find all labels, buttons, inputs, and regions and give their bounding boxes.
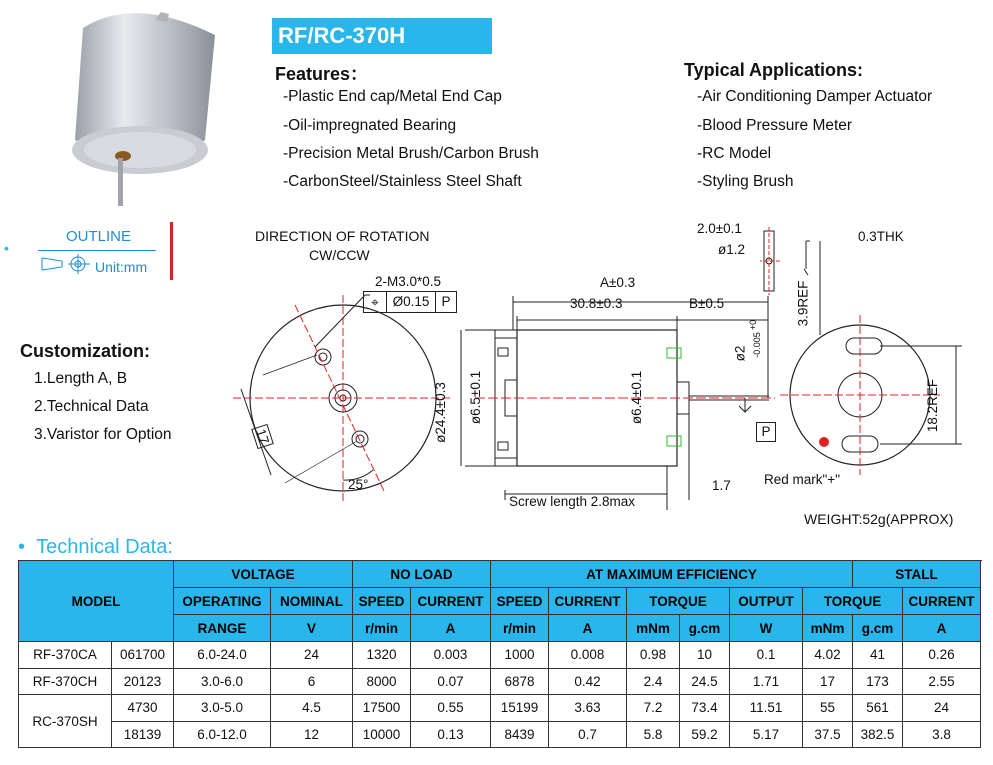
applications-heading: Typical Applications: bbox=[684, 60, 864, 80]
cell-st-mnm: 17 bbox=[803, 668, 853, 695]
customization-heading: Customization: bbox=[20, 341, 150, 361]
outline-legend bbox=[4, 222, 174, 280]
dim-b: B±0.5 bbox=[689, 296, 725, 311]
cell-me-current: 0.42 bbox=[549, 668, 627, 695]
screw-length: Screw length 2.8max bbox=[509, 494, 636, 509]
cell-me-gcm: 73.4 bbox=[680, 695, 730, 722]
divider bbox=[38, 250, 156, 251]
customization-item: 1.Length A, B bbox=[34, 370, 128, 387]
bullet-icon: • bbox=[4, 240, 9, 256]
tolerance-datum: P bbox=[441, 294, 451, 309]
cell-model: RF-370CH bbox=[19, 668, 112, 695]
dim-shaft-tol-lower: -0.005 bbox=[751, 332, 762, 358]
header-nominal: NOMINAL bbox=[271, 588, 353, 615]
dim-17: 17 bbox=[251, 424, 274, 449]
technical-data-table bbox=[18, 560, 981, 748]
dim-1-2: ø1.2 bbox=[718, 242, 746, 257]
weight-label: WEIGHT:52g(APPROX) bbox=[804, 511, 954, 527]
cell-st-gcm: 41 bbox=[853, 642, 903, 669]
angle-25: 25° bbox=[348, 477, 369, 492]
technical-data-heading bbox=[18, 536, 173, 559]
header-current: CURRENT bbox=[549, 588, 627, 615]
header-torque: TORQUE bbox=[627, 588, 730, 615]
tolerance-value: Ø0.15 bbox=[387, 292, 436, 312]
features-heading: Features： bbox=[275, 64, 369, 84]
rotation-direction: CW/CCW bbox=[309, 247, 370, 263]
table-row bbox=[19, 695, 981, 722]
application-item: -Blood Pressure Meter bbox=[697, 117, 853, 134]
cell-range: 3.0-6.0 bbox=[174, 668, 271, 695]
unit-label: Unit:mm bbox=[95, 259, 148, 275]
dim-a: A±0.3 bbox=[600, 275, 636, 290]
dim-shaft-tol-upper: +0 bbox=[748, 319, 759, 331]
red-bar bbox=[170, 222, 173, 280]
cell-st-gcm: 173 bbox=[853, 668, 903, 695]
cell-me-speed: 6878 bbox=[491, 668, 549, 695]
cell-me-output: 0.1 bbox=[730, 642, 803, 669]
customization-item: 3.Varistor for Option bbox=[34, 426, 172, 443]
customization-item: 2.Technical Data bbox=[34, 398, 149, 415]
unit-a: A bbox=[903, 615, 981, 642]
cell-code: 20123 bbox=[112, 668, 174, 695]
dim-1-7: 1.7 bbox=[712, 478, 731, 493]
cell-nl-speed: 8000 bbox=[353, 668, 411, 695]
application-item: -RC Model bbox=[697, 145, 772, 162]
table-row bbox=[19, 668, 981, 695]
cell-me-current: 0.008 bbox=[549, 642, 627, 669]
header-operating: OPERATING bbox=[174, 588, 271, 615]
screw-spec: 2-M3.0*0.5 bbox=[375, 274, 442, 289]
cell-me-mnm: 7.2 bbox=[627, 695, 680, 722]
header-output: OUTPUT bbox=[730, 588, 803, 615]
header-current: CURRENT bbox=[903, 588, 981, 615]
unit-a: A bbox=[411, 615, 491, 642]
cell-me-current: 0.7 bbox=[549, 721, 627, 748]
dim-6-5: ø6.5±0.1 bbox=[468, 370, 484, 425]
cell-code: 061700 bbox=[112, 642, 174, 669]
outline-label: OUTLINE bbox=[66, 228, 132, 245]
unit-a: A bbox=[549, 615, 627, 642]
dim-3-9: 3.9REF bbox=[795, 280, 811, 327]
datum-p: P bbox=[756, 422, 776, 442]
unit-mnm: mNm bbox=[627, 615, 680, 642]
product-title: RF/RC-370H bbox=[272, 18, 492, 54]
cell-st-current: 24 bbox=[903, 695, 981, 722]
feature-item: -Oil-impregnated Bearing bbox=[283, 117, 457, 134]
cell-me-output: 11.51 bbox=[730, 695, 803, 722]
cell-me-gcm: 59.2 bbox=[680, 721, 730, 748]
dim-shaft: ø2 bbox=[732, 345, 748, 362]
unit-rmin: r/min bbox=[353, 615, 411, 642]
cell-me-speed: 1000 bbox=[491, 642, 549, 669]
motor-photo bbox=[55, 0, 235, 215]
technical-data-title: Technical Data: bbox=[36, 536, 173, 558]
unit-gcm: g.cm bbox=[853, 615, 903, 642]
unit-range: RANGE bbox=[174, 615, 271, 642]
unit-v: V bbox=[271, 615, 353, 642]
cell-nominal-v: 12 bbox=[271, 721, 353, 748]
header-voltage: VOLTAGE bbox=[174, 561, 353, 588]
cell-me-mnm: 5.8 bbox=[627, 721, 680, 748]
cell-st-mnm: 55 bbox=[803, 695, 853, 722]
feature-item: -Plastic End cap/Metal End Cap bbox=[283, 88, 502, 105]
cell-range: 6.0-12.0 bbox=[174, 721, 271, 748]
position-icon: ⌖ bbox=[364, 292, 387, 312]
cell-nominal-v: 24 bbox=[271, 642, 353, 669]
header-speed: SPEED bbox=[353, 588, 411, 615]
cell-nl-current: 0.13 bbox=[411, 721, 491, 748]
rotation-label: DIRECTION OF ROTATION bbox=[255, 228, 430, 244]
unit-w: W bbox=[730, 615, 803, 642]
dim-18-2: 18.2REF bbox=[925, 378, 941, 433]
header-torque: TORQUE bbox=[803, 588, 903, 615]
application-item: -Air Conditioning Damper Actuator bbox=[697, 88, 933, 105]
cell-model: RC-370SH bbox=[19, 695, 112, 748]
cell-nl-current: 0.55 bbox=[411, 695, 491, 722]
cell-me-output: 5.17 bbox=[730, 721, 803, 748]
red-mark-label: Red mark"+" bbox=[764, 472, 840, 487]
dim-24-4: ø24.4±0.3 bbox=[432, 382, 448, 443]
cell-nl-speed: 17500 bbox=[353, 695, 411, 722]
header-speed: SPEED bbox=[491, 588, 549, 615]
header-model: MODEL bbox=[19, 561, 174, 642]
cell-model: RF-370CA bbox=[19, 642, 112, 669]
header-current: CURRENT bbox=[411, 588, 491, 615]
dim-30-8: 30.8±0.3 bbox=[570, 296, 623, 311]
cell-me-output: 1.71 bbox=[730, 668, 803, 695]
dim-2-0: 2.0±0.1 bbox=[697, 221, 742, 236]
unit-gcm: g.cm bbox=[680, 615, 730, 642]
cell-nominal-v: 4.5 bbox=[271, 695, 353, 722]
table-row bbox=[19, 721, 981, 748]
rear-view-drawing bbox=[780, 310, 980, 480]
cell-nl-speed: 10000 bbox=[353, 721, 411, 748]
header-max-efficiency: AT MAXIMUM EFFICIENCY bbox=[491, 561, 853, 588]
unit-rmin: r/min bbox=[491, 615, 549, 642]
bullet-icon: • bbox=[18, 536, 26, 558]
table-row bbox=[19, 642, 981, 669]
application-item: -Styling Brush bbox=[697, 173, 794, 190]
cell-st-gcm: 561 bbox=[853, 695, 903, 722]
feature-item: -CarbonSteel/Stainless Steel Shaft bbox=[283, 173, 522, 190]
cell-me-gcm: 10 bbox=[680, 642, 730, 669]
cell-range: 3.0-5.0 bbox=[174, 695, 271, 722]
cell-nl-current: 0.07 bbox=[411, 668, 491, 695]
cell-me-current: 3.63 bbox=[549, 695, 627, 722]
unit-mnm: mNm bbox=[803, 615, 853, 642]
cell-me-mnm: 2.4 bbox=[627, 668, 680, 695]
dim-0-3: 0.3THK bbox=[858, 229, 904, 244]
cell-st-gcm: 382.5 bbox=[853, 721, 903, 748]
cell-st-mnm: 4.02 bbox=[803, 642, 853, 669]
cell-code: 18139 bbox=[112, 721, 174, 748]
cell-me-gcm: 24.5 bbox=[680, 668, 730, 695]
cell-nominal-v: 6 bbox=[271, 668, 353, 695]
tolerance-frame bbox=[363, 291, 457, 313]
cell-st-mnm: 37.5 bbox=[803, 721, 853, 748]
feature-item: -Precision Metal Brush/Carbon Brush bbox=[283, 145, 539, 162]
cell-st-current: 2.55 bbox=[903, 668, 981, 695]
cell-st-current: 3.8 bbox=[903, 721, 981, 748]
dim-6-4: ø6.4±0.1 bbox=[629, 370, 645, 425]
cell-nl-speed: 1320 bbox=[353, 642, 411, 669]
cell-me-speed: 15199 bbox=[491, 695, 549, 722]
cell-nl-current: 0.003 bbox=[411, 642, 491, 669]
header-no-load: NO LOAD bbox=[353, 561, 491, 588]
header-stall: STALL bbox=[853, 561, 981, 588]
cell-me-mnm: 0.98 bbox=[627, 642, 680, 669]
cell-me-speed: 8439 bbox=[491, 721, 549, 748]
projection-symbol-icon bbox=[40, 254, 92, 274]
cell-st-current: 0.26 bbox=[903, 642, 981, 669]
cell-code: 4730 bbox=[112, 695, 174, 722]
cell-range: 6.0-24.0 bbox=[174, 642, 271, 669]
